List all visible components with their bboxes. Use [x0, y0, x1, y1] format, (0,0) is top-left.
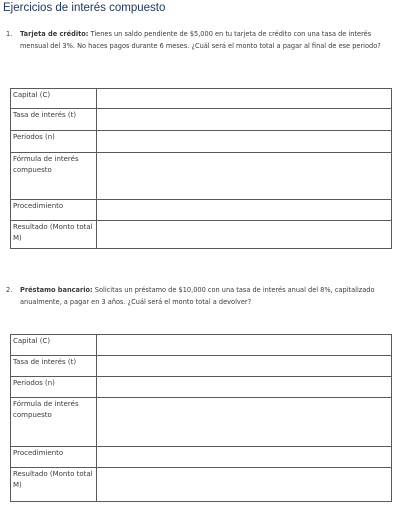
problem-number: 1. [6, 30, 13, 38]
row-label-resultado: Resultado (Monto total M) [11, 468, 97, 502]
table-row [11, 335, 392, 356]
table-row [11, 153, 392, 200]
answer-cell-tasa[interactable] [97, 109, 392, 131]
problem-text: Solicitas un préstamo de $10,000 con una tasa de interés anual del 8%, capitalizado anualmente, a pagar en 3 años. ¿Cuál será el monto total a devolver? [20, 286, 375, 306]
row-label-capital: Capital (C) [11, 89, 97, 109]
answer-cell-resultado[interactable] [97, 468, 392, 502]
row-label-tasa: Tasa de interés (t) [11, 109, 97, 131]
table-row [11, 109, 392, 131]
problem-2-answer-table [10, 334, 392, 502]
answer-cell-procedimiento[interactable] [97, 200, 392, 221]
table-row [11, 468, 392, 502]
row-label-tasa: Tasa de interés (t) [11, 356, 97, 377]
answer-cell-procedimiento[interactable] [97, 447, 392, 468]
answer-cell-resultado[interactable] [97, 221, 392, 249]
table-row [11, 398, 392, 447]
answer-cell-periodos[interactable] [97, 377, 392, 398]
page-title: Ejercicios de interés compuesto [3, 2, 166, 14]
problem-1-answer-table [10, 88, 392, 249]
row-label-formula: Fórmula de interés compuesto [11, 153, 97, 200]
answer-cell-periodos[interactable] [97, 131, 392, 153]
problem-1-statement [6, 29, 392, 52]
row-label-capital: Capital (C) [11, 335, 97, 356]
row-label-periodos: Periodos (n) [11, 131, 97, 153]
table-row [11, 200, 392, 221]
row-label-procedimiento: Procedimiento [11, 200, 97, 221]
row-label-formula: Fórmula de interés compuesto [11, 398, 97, 447]
answer-cell-tasa[interactable] [97, 356, 392, 377]
problem-title: Tarjeta de crédito: [20, 30, 89, 38]
problem-title: Préstamo bancario: [20, 286, 93, 294]
problem-number: 2. [6, 286, 13, 294]
answer-cell-capital[interactable] [97, 335, 392, 356]
table-row [11, 377, 392, 398]
table-row [11, 131, 392, 153]
answer-cell-capital[interactable] [97, 89, 392, 109]
table-row [11, 89, 392, 109]
table-row [11, 356, 392, 377]
problem-text: Tienes un saldo pendiente de $5,000 en tu tarjeta de crédito con una tasa de interés mensual del 3%. No haces pagos durante 6 meses. ¿Cuál será el monto total a pagar al final de ese periodo? [20, 30, 381, 50]
table-row [11, 447, 392, 468]
table-row [11, 221, 392, 249]
problem-2-statement [6, 285, 392, 308]
row-label-periodos: Periodos (n) [11, 377, 97, 398]
answer-cell-formula[interactable] [97, 398, 392, 447]
row-label-resultado: Resultado (Monto total M) [11, 221, 97, 249]
row-label-procedimiento: Procedimiento [11, 447, 97, 468]
answer-cell-formula[interactable] [97, 153, 392, 200]
